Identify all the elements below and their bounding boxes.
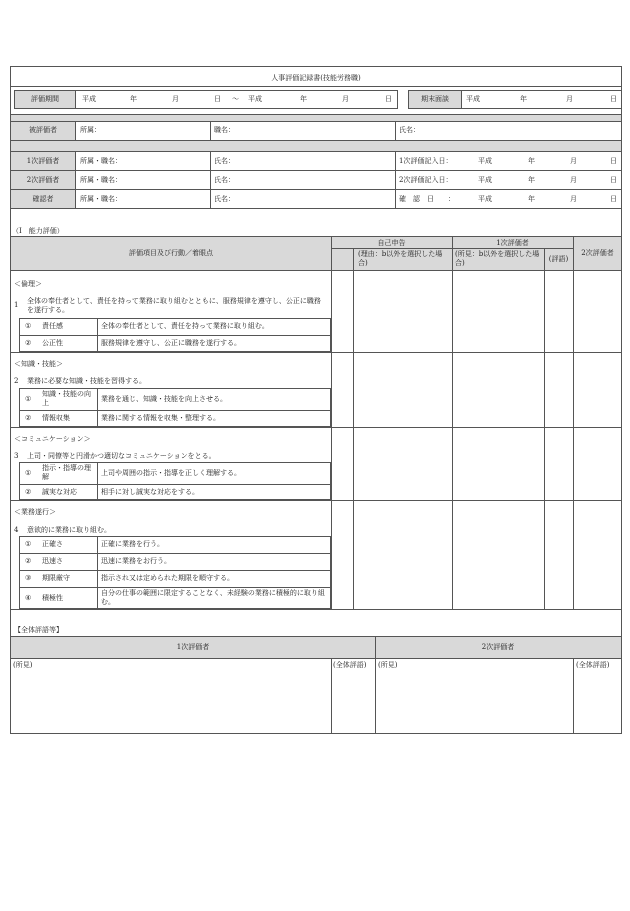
item-mark: ② xyxy=(25,414,32,422)
evaluator-date-era-1: 平成 xyxy=(478,157,492,165)
item-name: 誠実な対応 xyxy=(42,488,77,496)
evaluator-role-1: 1次評価者 xyxy=(26,157,60,165)
category-heading: ＜倫理＞ xyxy=(14,280,42,288)
header-first: 1次評価者 xyxy=(496,239,529,247)
period-tilde: 〜 xyxy=(232,95,239,103)
evaluator-name-3: 氏名： xyxy=(214,195,235,203)
item-text: 正確に業務を行う。 xyxy=(101,540,164,548)
period-end-year: 年 xyxy=(300,95,307,103)
item-mark: ① xyxy=(25,395,32,403)
interview-month: 月 xyxy=(566,95,573,103)
item-text: 指示され又は定められた期限を順守する。 xyxy=(101,574,234,582)
item-text: 上司や周囲の指示・指導を正しく理解する。 xyxy=(101,469,241,477)
item-mark: ② xyxy=(25,488,32,496)
item-mark: ① xyxy=(25,540,32,548)
evaluator-name-2: 氏名： xyxy=(214,176,235,184)
period-start-month: 月 xyxy=(172,95,179,103)
period-end-day: 日 xyxy=(385,95,392,103)
category-description: 全体の奉仕者として、責任を持って業務に取り組むとともに、服務規律を遵守し、公正に職務を遂行する。 xyxy=(27,297,321,314)
period-end-era: 平成 xyxy=(248,95,262,103)
period-start-year: 年 xyxy=(130,95,137,103)
overall-title: 【全体評語等】 xyxy=(14,626,63,634)
item-name: 責任感 xyxy=(42,322,63,330)
item-text: 相手に対し誠実な対応をする。 xyxy=(101,488,199,496)
evaluator-role-2: 2次評価者 xyxy=(26,176,60,184)
page-title: 人事評価記録書(技能労務職) xyxy=(271,74,361,82)
overall-first-opinion: (所見) xyxy=(13,661,33,669)
evaluator-role-3: 確認者 xyxy=(32,195,54,203)
period-label: 評価期間 xyxy=(31,95,59,103)
evaluator-name-1: 氏名： xyxy=(214,157,235,165)
evaluator-date-month-2: 月 xyxy=(570,176,577,184)
evaluator-date-month-3: 月 xyxy=(570,195,577,203)
interview-era: 平成 xyxy=(466,95,480,103)
category-heading: ＜業務遂行＞ xyxy=(14,508,56,516)
item-name: 迅速さ xyxy=(42,557,63,565)
category-description: 業務に必要な知識・技能を習得する。 xyxy=(27,377,146,385)
overall-second-header: 2次評価者 xyxy=(481,643,515,651)
section-title: （Ⅰ 能力評価） xyxy=(12,227,64,235)
interview-day: 日 xyxy=(610,95,617,103)
item-name: 正確さ xyxy=(42,540,63,548)
overall-second-opinion: (所見) xyxy=(378,661,398,669)
evaluator-date-era-3: 平成 xyxy=(478,195,492,203)
header-self: 自己申告 xyxy=(377,239,406,247)
evaluator-date-month-1: 月 xyxy=(570,157,577,165)
item-name: 知識・技能の向上 xyxy=(42,390,91,407)
item-text: 全体の奉仕者として、責任を持って業務に取り組む。 xyxy=(101,322,269,330)
category-number: 2 xyxy=(14,377,19,385)
overall-second-grade: (全体評語) xyxy=(576,661,610,669)
evaluatee-affiliation: 所属： xyxy=(80,126,101,134)
category-number: 3 xyxy=(14,452,19,460)
evaluator-date-era-2: 平成 xyxy=(478,176,492,184)
evaluator-date-day-2: 日 xyxy=(610,176,617,184)
evaluatee-position: 職名： xyxy=(214,126,235,134)
category-description: 意欲的に業務に取り組む。 xyxy=(27,526,111,534)
item-name: 期限厳守 xyxy=(42,574,70,582)
evaluator-aff-2: 所属・職名： xyxy=(80,176,122,184)
header-self-sub: (理由：b以外を選択した場合) xyxy=(358,250,443,267)
evaluatee-name: 氏名： xyxy=(399,126,420,134)
item-text: 業務に関する情報を収集・整理する。 xyxy=(101,414,220,422)
evaluator-date-year-1: 年 xyxy=(528,157,535,165)
item-name: 指示・指導の理解 xyxy=(42,464,91,481)
item-mark: ④ xyxy=(25,594,32,602)
item-text: 業務を通じ、知識・技能を向上させる。 xyxy=(101,395,227,403)
category-heading: ＜コミュニケーション＞ xyxy=(14,435,91,443)
category-description: 上司・同僚等と円滑かつ適切なコミュニケーションをとる。 xyxy=(27,452,216,460)
evaluatee-label: 被評価者 xyxy=(29,126,57,134)
item-mark: ① xyxy=(25,469,32,477)
period-start-day: 日 xyxy=(214,95,221,103)
evaluator-date-year-2: 年 xyxy=(528,176,535,184)
category-number: 4 xyxy=(14,526,19,534)
category-heading: ＜知識・技能＞ xyxy=(14,360,63,368)
item-name: 積極性 xyxy=(42,594,63,602)
evaluator-date-label-2: 2次評価記入日： xyxy=(399,176,453,184)
item-name: 公正性 xyxy=(42,339,63,347)
evaluator-aff-3: 所属・職名： xyxy=(80,195,122,203)
header-first-eval: (評語) xyxy=(548,255,569,263)
item-mark: ③ xyxy=(25,574,32,582)
item-mark: ② xyxy=(25,557,32,565)
header-first-sub: (所見：b以外を選択した場合) xyxy=(455,250,540,267)
period-end-month: 月 xyxy=(342,95,349,103)
header-item: 評価項目及び行動／着眼点 xyxy=(129,249,213,257)
evaluator-date-day-3: 日 xyxy=(610,195,617,203)
overall-first-header: 1次評価者 xyxy=(176,643,210,651)
evaluator-date-day-1: 日 xyxy=(610,157,617,165)
item-text: 自分の仕事の範囲に限定することなく、未経験の業務に積極的に取り組む。 xyxy=(101,589,325,606)
category-number: 1 xyxy=(14,301,19,309)
item-mark: ② xyxy=(25,339,32,347)
period-start-era: 平成 xyxy=(82,95,96,103)
evaluator-date-label-3: 確 認 日 ： xyxy=(399,195,455,203)
header-second: 2次評価者 xyxy=(581,249,614,257)
evaluator-aff-1: 所属・職名： xyxy=(80,157,122,165)
interview-label: 期末面談 xyxy=(421,95,449,103)
evaluator-date-label-1: 1次評価記入日： xyxy=(399,157,453,165)
item-mark: ① xyxy=(25,322,32,330)
item-text: 迅速に業務をお行う。 xyxy=(101,557,171,565)
evaluator-date-year-3: 年 xyxy=(528,195,535,203)
item-text: 服務規律を遵守し、公正に職務を遂行する。 xyxy=(101,339,241,347)
overall-first-grade: (全体評語) xyxy=(333,661,367,669)
item-name: 情報収集 xyxy=(42,414,70,422)
interview-year: 年 xyxy=(520,95,527,103)
